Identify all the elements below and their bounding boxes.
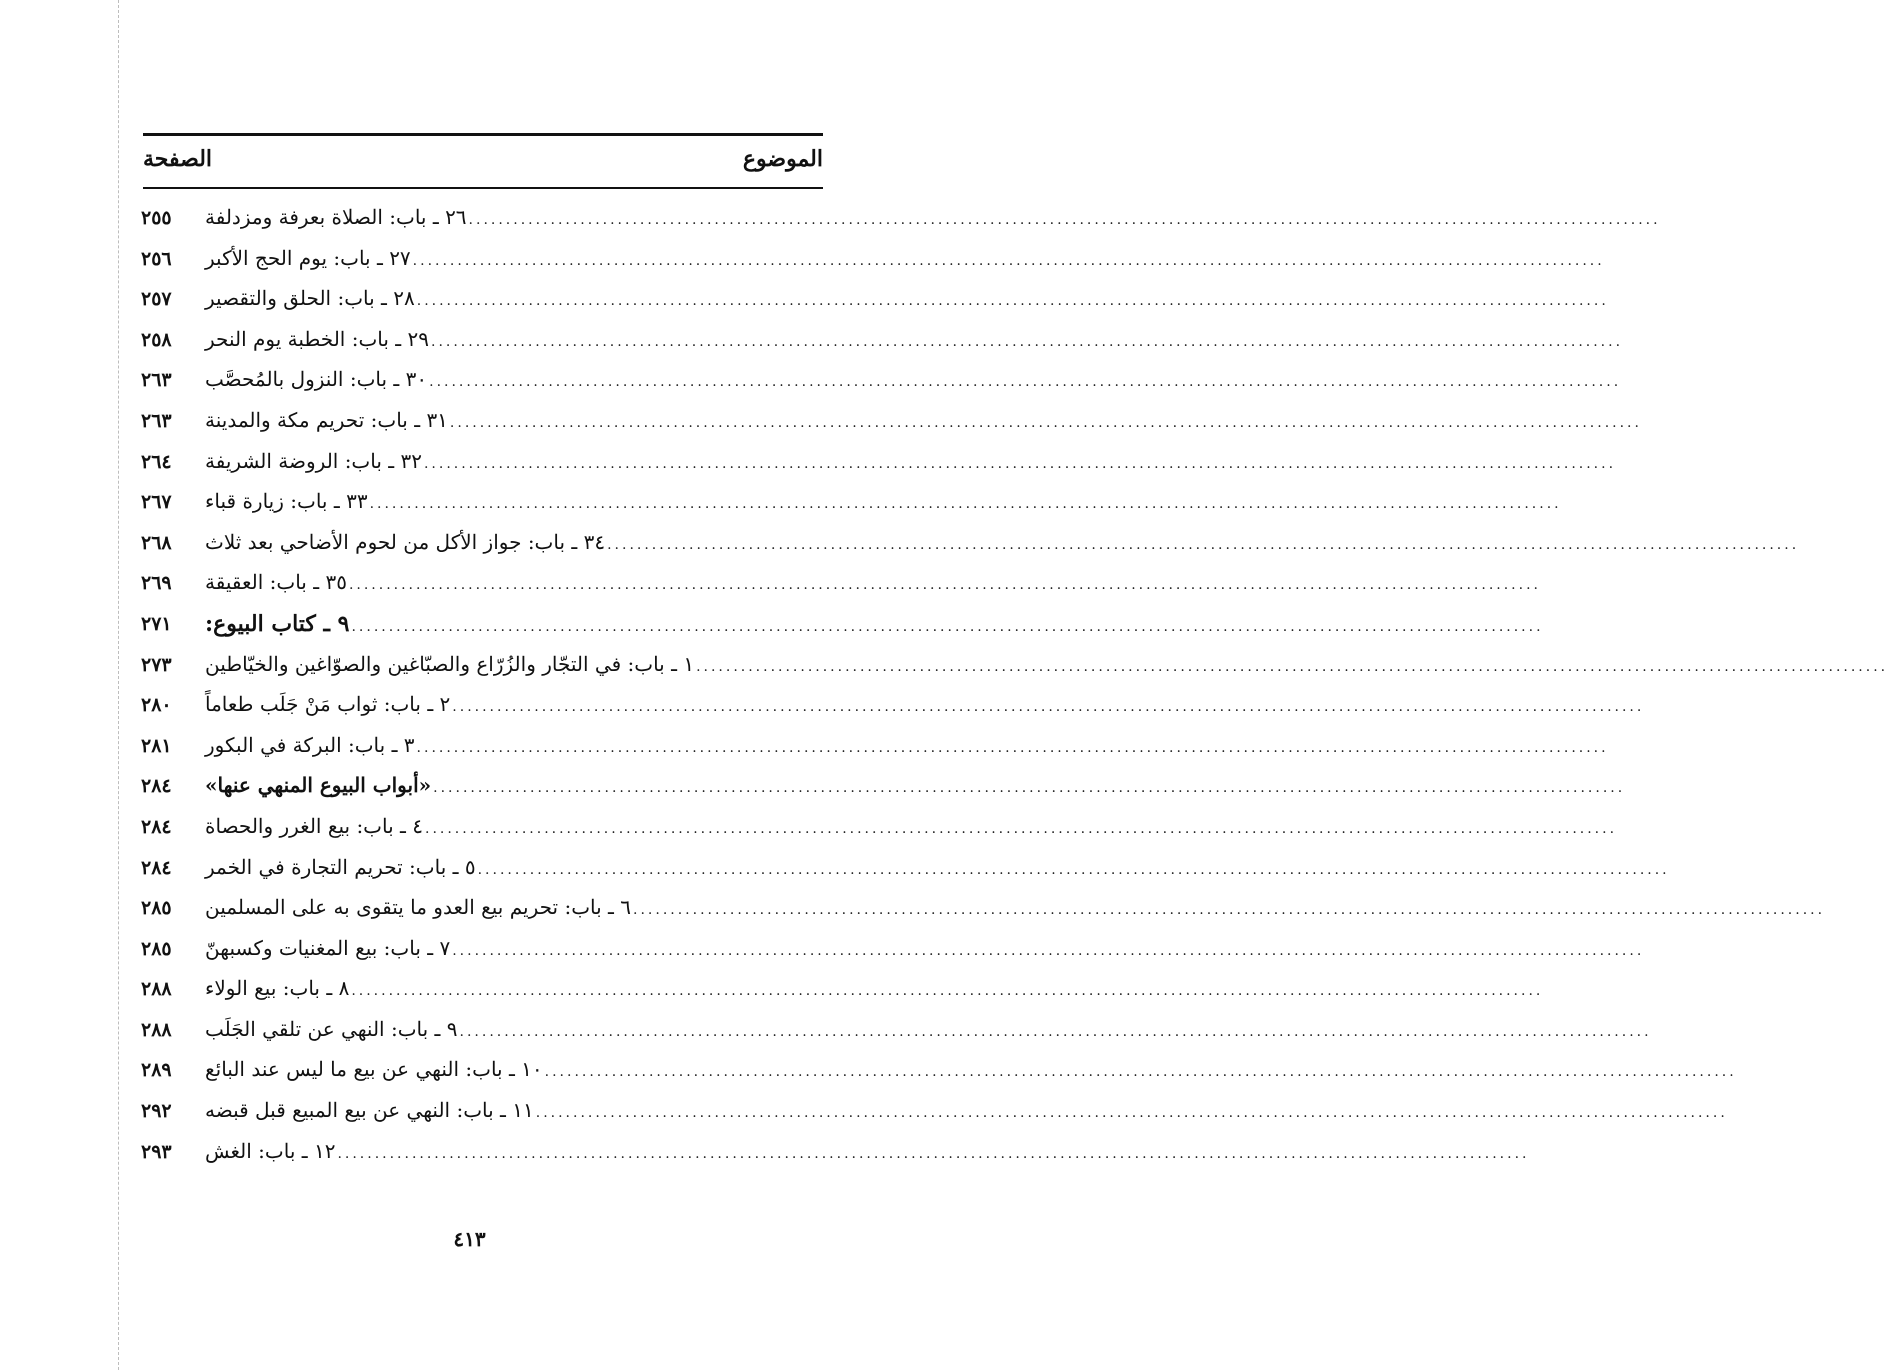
toc-entry <box>205 813 1618 848</box>
toc-entry <box>205 205 1661 239</box>
dot-leader: ................................................................................................................................................................ <box>607 536 1800 553</box>
dot-leader: ................................................................................................................................................................ <box>416 739 1609 756</box>
dot-leader: ................................................................................................................................................................ <box>477 861 1670 878</box>
toc-row <box>0 974 1544 1015</box>
toc-page-number: ٢٨٥ <box>141 937 172 960</box>
dot-leader: ................................................................................................................................................................ <box>351 983 1544 1000</box>
topic-column-header: الموضوع <box>742 146 823 172</box>
toc-entry <box>205 326 1624 361</box>
dot-leader: ................................................................................................................................................................ <box>429 374 1622 391</box>
header-bottom-rule <box>143 187 823 189</box>
toc-entry <box>205 286 1609 320</box>
toc-row <box>0 690 1645 731</box>
toc-entry <box>205 367 1622 401</box>
dot-leader: ................................................................................................................................................................ <box>431 333 1624 350</box>
toc-page-number: ٢٦٤ <box>141 450 172 473</box>
toc-row <box>0 568 1541 609</box>
dot-leader: ................................................................................................................................................................ <box>348 577 1541 594</box>
toc-row <box>0 1015 1652 1056</box>
toc-entry <box>205 854 1670 889</box>
toc-subheading-row <box>0 771 1626 812</box>
dot-leader: ................................................................................................................................................................ <box>337 1145 1530 1162</box>
header-top-rule <box>143 133 823 136</box>
toc-entry-title: ٣٢ ـ باب: الروضة الشريفة <box>205 448 422 473</box>
toc-page-number: ٢٦٧ <box>141 491 172 514</box>
toc-entry-title: ٦ ـ باب: تحريم بيع العدو ما يتقوى به على المسلمين <box>205 895 632 920</box>
toc-section-row <box>0 609 1544 650</box>
toc-row <box>0 365 1622 406</box>
toc-row <box>0 893 1826 934</box>
toc-entry-title: ١٢ ـ باب: الغش <box>205 1138 336 1163</box>
toc-row <box>0 1137 1530 1178</box>
toc-page-number: ٢٨١ <box>141 734 172 757</box>
toc-entry-title: ٣٠ ـ باب: النزول بالمُحصَّب <box>205 367 428 392</box>
toc-row <box>0 812 1618 853</box>
toc-entry <box>205 489 1562 523</box>
toc-entry-title: ٢٦ ـ باب: الصلاة بعرفة ومزدلفة <box>205 205 467 229</box>
dot-leader: ................................................................................................................................................................ <box>452 699 1645 716</box>
dot-leader: ................................................................................................................................................................ <box>535 1105 1728 1122</box>
toc-page-number: ٢٥٦ <box>141 247 172 270</box>
toc-page-number: ٢٦٣ <box>141 409 172 432</box>
toc-row <box>0 1096 1728 1137</box>
toc-entry-title: ٣٤ ـ باب: جواز الأكل من لحوم الأضاحي بعد ثلاث <box>205 529 606 554</box>
toc-entry-title: ٤ ـ باب: بيع الغرر والحصاة <box>205 813 423 838</box>
dot-leader: ................................................................................................................................................................ <box>425 820 1618 837</box>
toc-entry-title: ٨ ـ باب: بيع الولاء <box>205 976 350 1001</box>
toc-entry-title: ٥ ـ باب: تحريم التجارة في الخمر <box>205 854 476 879</box>
toc-entry-title: ١ ـ باب: في التجّار والزُرّاع والصبّاغين والصوّاغين والخيّاطين <box>205 651 695 676</box>
toc-entry <box>205 773 1626 807</box>
toc-page-number: ٢٧١ <box>141 612 172 635</box>
table-of-contents <box>0 203 1888 1177</box>
toc-entry-title: ٢٨ ـ باب: الحلق والتقصير <box>205 286 415 311</box>
toc-entry-title: «أبواب البيوع المنهي عنها» <box>205 773 432 798</box>
toc-page-number: ٢٩٢ <box>141 1100 172 1123</box>
toc-row <box>0 528 1800 569</box>
toc-page-number: ٢٧٣ <box>141 653 172 676</box>
toc-row <box>0 1055 1737 1096</box>
toc-entry <box>205 692 1645 726</box>
toc-page-number: ٢٨٤ <box>141 775 172 798</box>
dot-leader: ................................................................................................................................................................ <box>544 1064 1737 1081</box>
toc-entry <box>205 935 1645 970</box>
toc-entry <box>205 1138 1530 1173</box>
page-number: ٤١٣ <box>453 1227 486 1251</box>
dot-leader: ................................................................................................................................................................ <box>369 496 1562 513</box>
toc-row <box>0 203 1661 244</box>
toc-row <box>0 406 1642 447</box>
page-column-header: الصفحة <box>143 146 213 172</box>
toc-page-number: ٢٦٣ <box>141 369 172 392</box>
toc-entry-title: ٩ ـ كتاب البيوع: <box>205 610 350 637</box>
toc-row <box>0 325 1624 366</box>
toc-entry-title: ٢ ـ باب: ثواب مَنْ جَلَب طعاماً <box>205 692 451 717</box>
toc-page-number: ٢٥٥ <box>141 207 172 229</box>
dot-leader: ................................................................................................................................................................ <box>468 212 1661 228</box>
toc-page-number: ٢٨٠ <box>141 694 172 717</box>
toc-entry <box>205 448 1617 483</box>
toc-entry-title: ٩ ـ باب: النهي عن تلقي الجَلَب <box>205 1016 458 1041</box>
dot-leader: ................................................................................................................................................................ <box>412 252 1605 269</box>
dot-leader: ................................................................................................................................................................ <box>459 1023 1652 1040</box>
toc-row <box>0 731 1609 772</box>
dot-leader: ................................................................................................................................................................ <box>452 942 1645 959</box>
toc-page-number: ٢٨٤ <box>141 815 172 838</box>
toc-page-number: ٢٨٤ <box>141 856 172 879</box>
toc-entry-title: ٢٧ ـ باب: يوم الحج الأكبر <box>205 245 411 270</box>
toc-entry <box>205 610 1544 645</box>
dot-leader: ................................................................................................................................................................ <box>433 780 1626 797</box>
toc-entry-title: ٣٣ ـ باب: زيارة قباء <box>205 489 368 514</box>
toc-page-number: ٢٥٧ <box>141 288 172 311</box>
toc-page-number: ٢٦٨ <box>141 531 172 554</box>
toc-entry-title: ٣١ ـ باب: تحريم مكة والمدينة <box>205 407 448 432</box>
toc-entry-title: ١١ ـ باب: النهي عن بيع المبيع قبل قبضه <box>205 1098 534 1123</box>
dot-leader: ................................................................................................................................................................ <box>351 618 1544 635</box>
toc-page-number: ٢٦٩ <box>141 572 172 595</box>
dot-leader: ................................................................................................................................................................ <box>696 658 1888 675</box>
toc-entry-title: ١٠ ـ باب: النهي عن بيع ما ليس عند البائع <box>205 1057 543 1082</box>
toc-entry <box>205 529 1800 564</box>
toc-row <box>0 447 1617 488</box>
toc-entry <box>205 1057 1737 1091</box>
toc-page-number: ٢٥٨ <box>141 328 172 351</box>
toc-row <box>0 487 1562 528</box>
toc-row <box>0 284 1609 325</box>
toc-entry <box>205 895 1826 929</box>
toc-row <box>0 650 1888 691</box>
toc-row <box>0 853 1670 894</box>
toc-entry <box>205 732 1609 767</box>
toc-entry <box>205 407 1642 442</box>
toc-entry <box>205 1016 1652 1051</box>
toc-page-number: ٢٩٣ <box>141 1140 172 1163</box>
toc-page-number: ٢٨٨ <box>141 1018 172 1041</box>
toc-entry <box>205 976 1544 1010</box>
dot-leader: ................................................................................................................................................................ <box>423 455 1617 472</box>
toc-entry-title: ٢٩ ـ باب: الخطبة يوم النحر <box>205 326 429 351</box>
toc-page-number: ٢٨٩ <box>141 1059 172 1082</box>
toc-entry <box>205 245 1605 280</box>
toc-entry-title: ٣٥ ـ باب: العقيقة <box>205 570 347 595</box>
toc-entry <box>205 651 1888 686</box>
toc-page-number: ٢٨٥ <box>141 897 172 920</box>
dot-leader: ................................................................................................................................................................ <box>416 293 1609 310</box>
toc-entry <box>205 570 1541 604</box>
toc-row <box>0 934 1645 975</box>
toc-entry <box>205 1098 1728 1132</box>
toc-page-number: ٢٨٨ <box>141 978 172 1001</box>
dot-leader: ................................................................................................................................................................ <box>449 414 1642 431</box>
toc-entry-title: ٣ ـ باب: البركة في البكور <box>205 732 415 757</box>
toc-row <box>0 244 1605 285</box>
toc-entry-title: ٧ ـ باب: بيع المغنيات وكسبهنّ <box>205 935 451 960</box>
dot-leader: ................................................................................................................................................................ <box>633 902 1826 919</box>
